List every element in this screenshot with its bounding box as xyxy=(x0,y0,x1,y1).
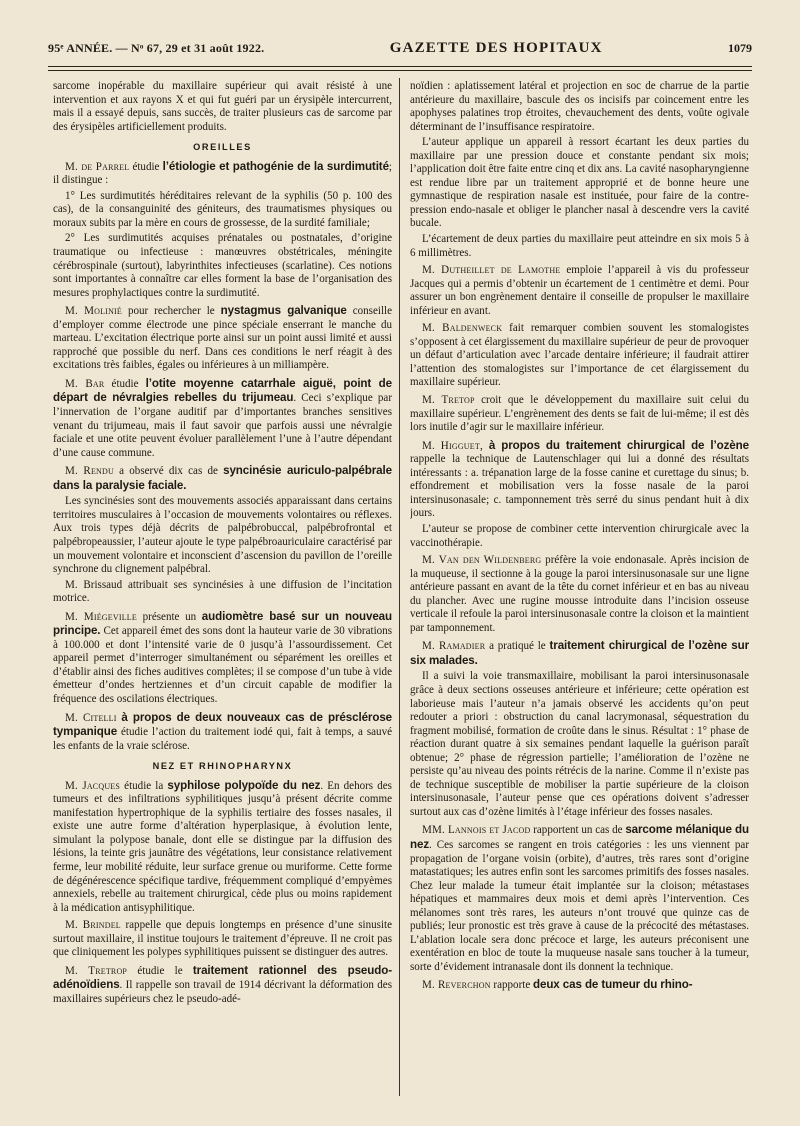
author-name: M. Molinié xyxy=(65,305,123,318)
right-column xyxy=(410,80,749,1100)
running-header xyxy=(48,40,752,62)
paragraph-citelli: M. Citelli à propos de deux nouveaux cas de présclérose tympanique étudie l’action du traitement iodé qui, fait à temps, a sauvé les enfants de la vraie sclérose. xyxy=(53,710,392,752)
paragraph-pseudo-adenoidien: noïdien : aplatissement latéral et projection en soc de charrue de la partie antérieure du maxillaire, bascule des os incisifs par coincement entre les apophyses palatines trop étroites, chevauchement des dents, voûte ogivale déterminant de l’insuffisance respiratoire. xyxy=(410,80,749,133)
paragraph-syncinesies: Les syncinésies sont des mouvements associés apparaissant dans certains territoires musculaires à l’occasion de mouvements volontaires ou réflexes. Aux trois types déjà décrits de palpébrobuccal, palpébrofrontal et palpébropeaussier, l’auteur ajoute le type palpébroauriculaire caractérisé par un mouvement volontaire et inconscient d’ascension du pavillon de l’oreille synchrone du clignement palpébral. xyxy=(53,495,392,576)
paragraph-ecartement: L’écartement de deux parties du maxillaire peut atteindre en six mois 5 à 6 millimètres. xyxy=(410,233,749,259)
section-heading-oreilles: OREILLES xyxy=(193,142,252,153)
paragraph-jacques: M. Jacques étudie la syphilose polypoïde du nez. En dehors des tumeurs et des infiltrations syphilitiques jusqu’à présent décrite comme manifestation hypertrophique de la syphilis tertiaire des fosses nasales, il existe une autre forme d’altération hyperplasique, à évolution lente, simulant la polypose banale, dont elle se distingue par la diffusion des lésions, la teinte gris jaunâtre des végétations, leur consistance relativement ferme, leur mobilité réduite, leur surface grenue ou muriforme. Cette forme de dégénérescence spécifique tardive, fréquemment compliqué d’empyèmes annexiels, rebelle au traitement chirurgical, cède plus ou moins rapidement à la médication antisyphilitique. xyxy=(53,778,392,914)
column-divider xyxy=(399,78,400,1096)
paragraph-dutheillet: M. Dutheillet de Lamothe emploie l’appareil à vis du professeur Jacques qui a permis d’obtenir un écartement de 1 centimètre et demi. Pour assurer un bon engrènement dentaire il conseille de propulser le maxillaire inférieur en avant. xyxy=(410,264,749,317)
header-rule-bottom xyxy=(48,70,752,71)
topic-bold: syncinésie auriculo-palpébrale dans la paralysie faciale. xyxy=(53,464,392,492)
topic-bold: à propos de deux nouveaux cas de présclérose tympanique xyxy=(53,710,392,739)
author-name: M. Higguet, xyxy=(422,439,483,452)
page-number: 1079 xyxy=(727,41,752,55)
topic-bold: traitement chirurgical de l’ozène sur six malades. xyxy=(410,639,749,667)
issue-info: 95ᵉ ANNÉE. — Nᵒ 67, 29 et 31 août 1922. xyxy=(48,41,265,55)
author-name: MM. Lannois et Jacod xyxy=(422,824,531,837)
paragraph-voie-transmaxillaire: Il a suivi la voie transmaxillaire, mobilisant la paroi intersinusonasale grâce à deux sections osseuses antérieure et inférieure; cette opération est laborieuse mais l’auteur n’a jamais observé les accidents qu’on peut redouter a priori : obstruction du canal lacrymonasal, séquestration du fragment mobilisé, formation de croûte dans le sinus. Résultat : 1° phase de réaction durant quatre à six semaines pendant laquelle la guérison paraît obtenue; 2° phase de régression partielle; l’amélioration de l’ozène ne persiste qu’au niveau des points rétrécis de la narine. Comme il n’existe pas de technique susceptible de mobiliser la partie supérieure de la cloison intersinusonasale, l’auteur pense que ces opérations doivent s’adresser surtout aux cas d’ozène limités à l’étage inférieur des fosses nasales. xyxy=(410,670,749,818)
paragraph-van-den-wildenberg: M. Van den Wildenberg préfère la voie endonasale. Après incision de la muqueuse, il sectionne à la gouge la paroi intersinusonasale sur une ligne antérieure passant en avant de la tête du cornet inférieur et en bas au niveau du plancher. Avec une rugine mousse introduite dans l’incision osseuse verticale il refoule la paroi intersinusonasale contre la cloison et la maintient par tamponnement. xyxy=(410,554,749,634)
topic-bold: l’étiologie et pathogénie de la surdimutité xyxy=(162,159,389,173)
paragraph-lannois-jacod: MM. Lannois et Jacod rapportent un cas de sarcome mélanique du nez. Ces sarcomes se rangent en trois catégories : les uns viennent par propagation de l’organe voisin (orbite), d’autres, très rares sont d’origine matastatiques; les autres enfin sont les sarcomes primitifs des fosses nasales. Chez leur malade la tumeur était implantée sur la cloison; métastases hépatiques et mammaires deux mois et demi après l’intervention. Ces mélanomes sont très rares, les auteurs n’ont trouvé que quinze cas de publiés; leur pronostic est très grave à cause de la précocité des métastases. L’ablation locale sera donc précoce et large, les auteurs préconisent une exentération en bloc de toute la muqueuse nasale sans toucher à la tumeur, sorte d’évidement intranasale dont ils donnent la technique. xyxy=(410,823,749,973)
author-name: M. de Parrel xyxy=(65,160,130,173)
paragraph-vaccinotherapie: L’auteur se propose de combiner cette intervention chirurgicale avec la vaccinothérapie. xyxy=(410,522,749,549)
topic-bold: audiomètre basé sur un nouveau principe. xyxy=(53,609,392,638)
list-item: 1° Les surdimutités héréditaires relevant de la syphilis (50 p. 100 des cas), de la consanguinité des géniteurs, des traumatismes physiques ou moraux subits par la mère en cours de grossesse, de la surdité familiale; xyxy=(53,189,392,229)
topic-bold: syphilose polypoïde du nez xyxy=(167,778,321,792)
journal-title: GAZETTE DES HOPITAUX xyxy=(389,40,603,56)
author-name: M. Van den Wildenberg xyxy=(422,554,542,567)
paragraph-molinie: M. Molinié pour rechercher le nystagmus galvanique conseille d’employer comme électrode une pince spéciale enserrant le manche du marteau. L’excitation électrique porte ainsi sur un point aussi limité et aussi rapproché que possible du nerf. Dans ces conditions le nerf réagit à des excitations très faibles, égales ou inférieures à un milliampère. xyxy=(53,304,392,372)
topic-bold: nystagmus galvanique xyxy=(220,304,347,318)
author-name: M. Brindel xyxy=(65,919,121,932)
paragraph-miegeville: M. Miégeville présente un audiomètre basé sur un nouveau principe. Cet appareil émet des sons dont la hauteur varie de 30 vibrations à 100.000 et dont l’intensité varie de 0 jusqu’à l’assourdissement. Cet appareil permet d’interroger simultanément ou séparément les oreilles et d’établir ainsi des fiches auditives complètes; il se compose d’un tube à vide émetteur d’ondes hertziennes et d’un circuit capable de modifier la fréquence des oscilations électriques. xyxy=(53,609,392,705)
left-column xyxy=(53,80,392,1100)
topic-bold: sarcome mélanique du nez xyxy=(410,823,749,851)
author-name: M. Jacques xyxy=(65,779,121,792)
topic-bold: traitement rationnel des pseudo-adénoïdiens xyxy=(53,963,392,992)
topic-bold: deux cas de tumeur du rhino- xyxy=(533,978,693,992)
list-item: 2° Les surdimutités acquises prénatales ou postnatales, d’origine traumatique ou infectieuse : manœuvres obstétricales, méningite cérébrospinale (surtout), labyrinthites infectieuses (scarlatine). Ces notions sont importantes à connaître car elles forment la base de l’organisation des mesures prophylactiques contre la surdimutité. xyxy=(53,232,392,299)
paragraph-rendu: M. Rendu a observé dix cas de syncinésie auriculo-palpébrale dans la paralysie faciale. xyxy=(53,464,392,492)
paragraph-tretop: M. Tretop croit que le développement du maxillaire suit celui du maxillaire supérieur. L’engrènement des dents se fait de lui-même; il est dès lors inutile d’agir sur le maxillaire inférieur. xyxy=(410,394,749,434)
section-heading-nez: NEZ ET RHINOPHARYNX xyxy=(152,761,293,772)
paragraph-higguet: M. Higguet, à propos du traitement chirurgical de l’ozène rappelle la technique de Lautenschlager qui lui a donné des résultats intéressants : a. trépanation large de la fosse canine et curettage du sinus; b. effondrement et mobilisation vers la fosse nasale de la paroi intersinusonasale; c. tamponnement très serré du sinus pendant huit à dix jours. xyxy=(410,438,749,520)
paragraph-reverchon: M. Reverchon rapporte deux cas de tumeur du rhino- xyxy=(422,978,693,992)
paragraph-sarcome: sarcome inopérable du maxillaire supérieur qui avait résisté à une intervention et aux rayons X et qui fut guéri par un érysipèle intercurrent, mais il a essayé depuis, sans succès, de traiter plusieurs cas de sarcome par des érysipèles artificiellement produits. xyxy=(53,80,392,133)
author-name: M. Bar xyxy=(65,377,105,390)
paragraph-parrel: M. de Parrel étudie l’étiologie et pathogénie de la surdimutité; il distingue : xyxy=(53,159,392,187)
author-name: M. Ramadier xyxy=(422,640,486,653)
author-name: M. Baldenweck xyxy=(422,322,503,335)
author-name: M. Rendu xyxy=(65,465,114,478)
topic-bold: l’otite moyenne catarrhale aiguë, point de départ de névralgies rebelles du trijumeau xyxy=(53,376,392,405)
paragraph-appareil: L’auteur applique un appareil à ressort écartant les deux parties du maxillaire par une pression douce et constante pendant six mois; l’application doit être faite entre cinq et dix ans. La cavité nasopharyngienne est rendue libre par un traitement approprié et de bonne heure une gymnastique de respiration nasale est instituée, pour faire de la contre-pression endo-nasale et obliger le plancher nasal à descendre vers la cavité bucale. xyxy=(410,136,749,230)
author-name: M. Tretrop xyxy=(65,964,128,977)
paragraph-brissaud: M. Brissaud attribuait ses syncinésies à une diffusion de l’incitation motrice. xyxy=(53,578,392,605)
author-name: M. Tretop xyxy=(422,394,475,407)
paragraph-tretrop: M. Tretrop étudie le traitement rationnel des pseudo-adénoïdiens. Il rappelle son travail de 1914 décrivant la déformation des maxillaires supérieurs chez le pseudo-adé- xyxy=(53,963,392,1005)
paragraph-baldenweck: M. Baldenweck fait remarquer combien souvent les stomalogistes s’opposent à cet élargissement du maxillaire supérieur de peur de provoquer un défaut d’articulation avec l’arcade dentaire inférieure; il faudrait attirer l’attention des stomalogistes sur l’importance de cet élargissement du maxillaire supérieur. xyxy=(410,322,749,389)
author-name: M. Citelli xyxy=(65,711,117,724)
author-name: M. Reverchon xyxy=(422,979,491,992)
author-name: M. Miégeville xyxy=(65,610,137,623)
author-name: M. Dutheillet de Lamothe xyxy=(422,264,561,277)
header-rule-top xyxy=(48,66,752,67)
paragraph-bar: M. Bar étudie l’otite moyenne catarrhale aiguë, point de départ de névralgies rebelles du trijumeau. Ceci s’explique par l’innervation de l’organe auditif par d’importantes branches sensitives venant du trijumeau, mais il faut savoir que parfois aussi une névralgie faciale et une otite peuvent évoluer parallèlement l’une à l’autre dépendant d’une cause commune. xyxy=(53,376,392,459)
paragraph-ramadier: M. Ramadier a pratiqué le traitement chirurgical de l’ozène sur six malades. xyxy=(410,639,749,667)
paragraph-brindel: M. Brindel rappelle que depuis longtemps en présence d’une sinusite surtout maxillaire, il institue toujours le traitement d’épreuve. Il ne croit pas que cliniquement les polypes syphilitiques puissent se distinguer des autres. xyxy=(53,919,392,959)
topic-bold: à propos du traitement chirurgical de l’ozène xyxy=(482,438,749,452)
